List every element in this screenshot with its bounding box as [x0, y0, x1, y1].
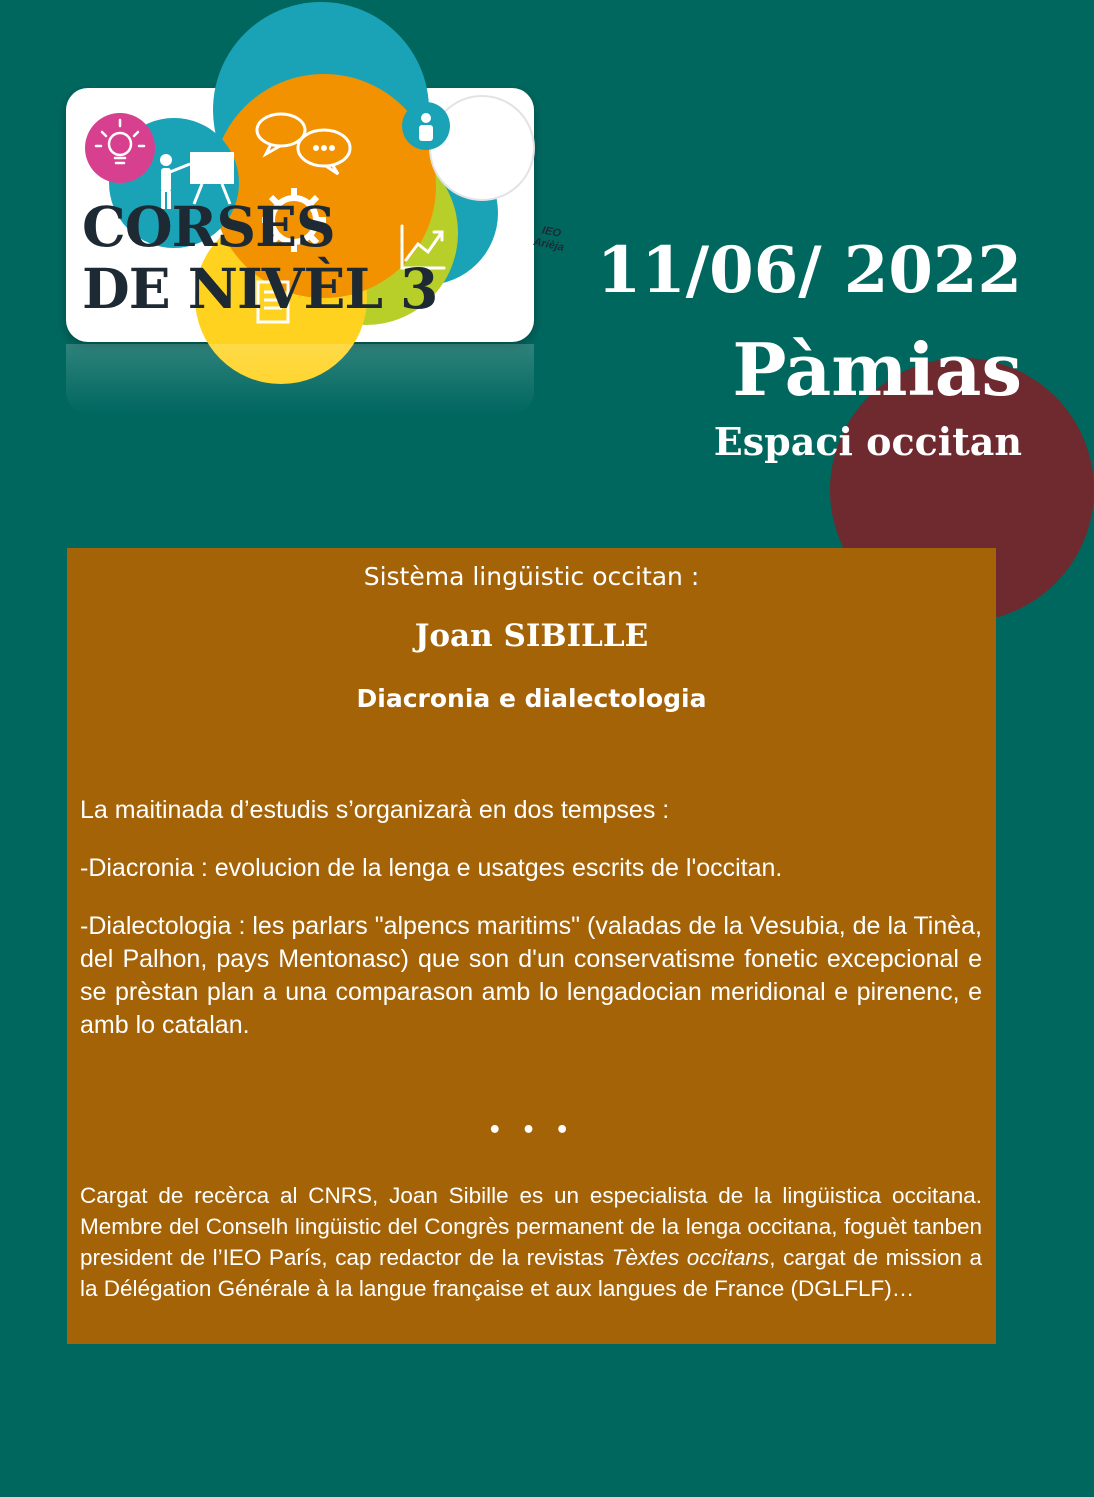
logo-title-line2: DE NIVÈL 3	[82, 256, 438, 321]
course-logo	[66, 88, 565, 342]
event-city: Pàmias	[732, 327, 1022, 412]
logo-title-line1: CORSES	[82, 194, 335, 259]
bio-journal-title: Tèxtes occitans	[611, 1245, 770, 1270]
badge-circle	[430, 96, 534, 200]
speaker-bio	[80, 1180, 982, 1304]
bio-part1: Cargat de recèrca al CNRS, Joan Sibille es un especialista de la lingüistica occitana. Membre del Conselh lingüistic del Congrès permanent de la lenga occitana, foguèt tanben president de l’IEO París, cap redactor de la revistas	[80, 1183, 982, 1270]
person-icon	[419, 113, 433, 141]
program-dialectologia: -Dialectologia : les parlars "alpencs maritims" (valadas de la Vesubia, de la Tinèa, del Palhon, pays Mentonasc) que son d'un conservatisme fonetic excepcional e se prèstan plan a una comparason amb lo lengadocian meridional e pirenenc, e amb lo catalan.	[80, 912, 982, 1039]
logo-reflection	[66, 344, 534, 414]
event-date: 11/06/ 2022	[596, 233, 1022, 308]
speaker-name: Joan SIBILLE	[414, 618, 649, 654]
event-venue: Espaci occitan	[713, 419, 1022, 464]
badge-line1: IEO	[540, 224, 562, 240]
info-box	[67, 548, 996, 1344]
badge-line2: Arièja	[532, 235, 565, 254]
program-diacronia: -Diacronia : evolucion de la lenga e usatges escrits de l'occitan.	[80, 854, 783, 882]
course-subtitle: Sistèma lingüistic occitan :	[363, 562, 700, 591]
bio-part2: , cargat de mission a la Délégation Générale à la langue française et aux langues de France (DGLFLF)…	[80, 1245, 982, 1301]
logo-title	[82, 196, 437, 320]
separator-dots: • • •	[487, 1118, 576, 1143]
course-topic: Diacronia e dialectologia	[356, 684, 707, 713]
program-intro: La maitinada d’estudis s’organizarà en dos tempses :	[80, 796, 670, 824]
